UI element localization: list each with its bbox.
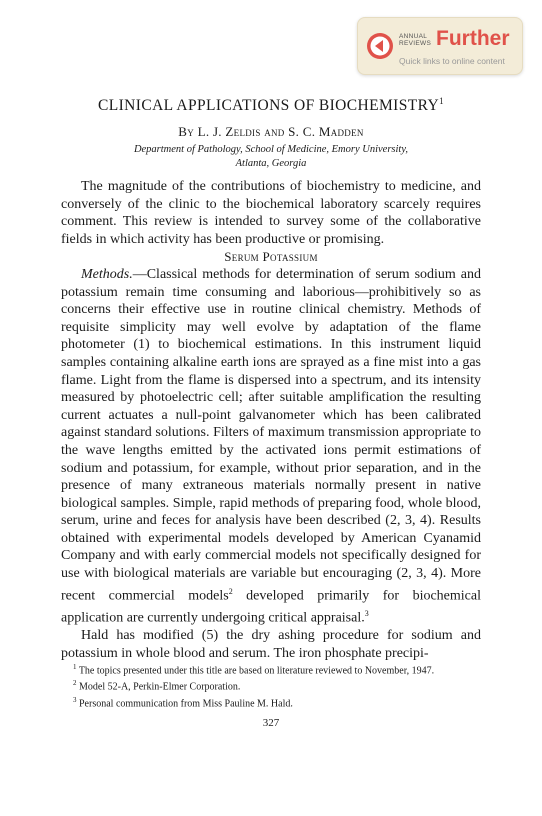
- footnote-1: [61, 661, 481, 677]
- footnote-3: [61, 694, 481, 710]
- footnote-1-text: The topics presented under this title are based on literature reviewed to November, 1947.: [76, 665, 435, 677]
- section-heading: Serum Potassium: [224, 249, 318, 265]
- badge-publisher-label: [399, 33, 431, 47]
- intro-paragraph: The magnitude of the contributions of biochemistry to medicine, and conversely of the clinic to the biochemical laboratory scarcely requires comment. This review is intended to survey some of the collaborative fields in which activity has been productive or promising.: [61, 179, 481, 247]
- affiliation-line-1: Department of Pathology, School of Medicine, Emory University,: [133, 144, 409, 155]
- author-byline: By L. J. Zeldis and S. C. Madden: [178, 124, 364, 139]
- article-title: [0, 96, 542, 115]
- author-affiliation: [0, 143, 542, 171]
- footnote-2-mark: 2: [73, 679, 77, 688]
- badge-subtitle[interactable]: Quick links to online content: [399, 56, 505, 66]
- methods-text-part-1: —Classical methods for determination of serum sodium and potassium remain time consuming and laborious—prohibitively so as concerns their effective use in routine clinical chemistry. Methods of requisite simplicity may well evolve by adaptation of the flame photometer (1) to biochemical estimations. In this instrument liquid samples containing alkaline earth ions are sprayed as a fine mist into a gas flame. Light from the flame is dispersed into a spectrum, and its intensity measured by photoelectric cell; after suitable amplification the resulting current actuates a null-point galvanometer which has been calibrated against standard solutions. Filters of maximum transmission appropriate to the wave lengths emitted by the activated ions permit estimations of sodium and potassium, for example, without prior separation, and in the presence of many extraneous materials normally present in native biological samples. Simple, rapid methods of preparing food, whole blood, serum, urine and feces for analysis have been described (2, 3, 4). Results obtained with experimental models developed by American Cyanamid Company and with early commercial models not specifically designed for use with biological materials are variable but encouraging (2, 3, 4). More recent commercial models: [61, 266, 481, 604]
- methods-text-part-2: developed primarily for biochemical application are currently undergoing critical appraisal.: [61, 588, 481, 626]
- footnote-3-mark: 3: [73, 695, 77, 704]
- footnote-mark-2[interactable]: 2: [228, 586, 233, 596]
- article-body: [61, 178, 481, 662]
- footnote-2-text: Model 52-A, Perkin-Elmer Corporation.: [76, 681, 241, 693]
- annual-reviews-arrow-icon: [366, 32, 394, 60]
- hald-paragraph: Hald has modified (5) the dry ashing procedure for sodium and potassium in whole blood and serum. The iron phosphate precipi-: [61, 628, 481, 661]
- badge-line-reviews: REVIEWS: [399, 40, 432, 47]
- badge-line-annual: ANNUAL: [399, 33, 428, 40]
- footnote-1-mark: 1: [73, 663, 77, 671]
- page-number: 327: [262, 717, 280, 729]
- footnote-2: [61, 677, 481, 693]
- footnotes: [61, 661, 481, 710]
- article-title-text: CLINICAL APPLICATIONS OF BIOCHEMISTRY: [98, 97, 440, 115]
- methods-paragraph: [61, 266, 481, 627]
- annual-reviews-further-badge[interactable]: [357, 17, 523, 75]
- footnote-mark-3[interactable]: 3: [364, 608, 369, 618]
- badge-brand[interactable]: Further: [436, 27, 510, 50]
- affiliation-line-2: Atlanta, Georgia: [235, 158, 307, 169]
- footnote-3-text: Personal communication from Miss Pauline M. Hald.: [76, 697, 293, 709]
- title-footnote-mark[interactable]: 1: [439, 96, 444, 106]
- methods-runin-heading: Methods.: [81, 266, 133, 282]
